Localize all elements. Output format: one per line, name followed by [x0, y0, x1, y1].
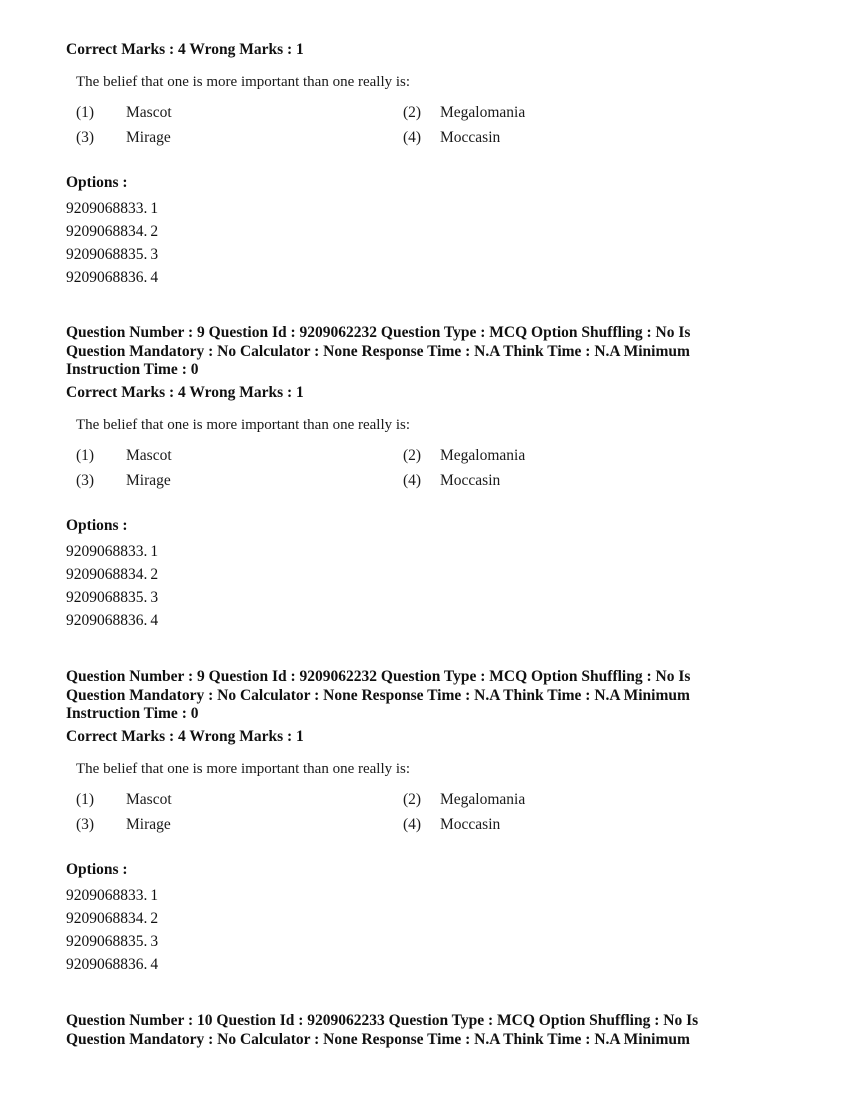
choice-number: (3) [76, 471, 95, 489]
option-row [66, 266, 786, 289]
options-title: Options : [66, 516, 128, 534]
question-stem: The belief that one is more important than one really is: [76, 760, 411, 777]
option-value: 3 [150, 246, 159, 263]
option-value: 2 [150, 565, 159, 583]
option-row [66, 609, 786, 632]
choice-number: (2) [403, 790, 422, 808]
choice-number: (1) [76, 446, 95, 464]
question-block [66, 324, 786, 632]
options-title: Options : [66, 174, 128, 191]
option-value: 1 [150, 886, 159, 904]
option-id: 9209068836. [66, 955, 148, 973]
choice-number: (4) [403, 129, 422, 146]
option-value: 4 [150, 269, 159, 286]
choice-number: (2) [403, 446, 422, 464]
option-value: 1 [150, 542, 159, 560]
option-row [66, 220, 786, 243]
options-list [66, 540, 786, 632]
option-value: 3 [150, 932, 159, 950]
option-row [66, 907, 786, 930]
question-stem: The belief that one is more important than one really is: [76, 74, 411, 90]
choice-number: (4) [403, 471, 422, 489]
option-value: 1 [150, 200, 159, 217]
marks-line: Correct Marks : 4 Wrong Marks : 1 [66, 41, 304, 58]
choice-text: Moccasin [440, 471, 501, 489]
answer-choices [76, 447, 596, 490]
answer-choices [76, 104, 596, 147]
question-header: Question Number : 10 Question Id : 9209062233 Question Type : MCQ Option Shuffling : No Is Question Mandatory : No Calculator : None Response Time : N.A Think Time : N.A Minimum [66, 1012, 699, 1048]
question-block [66, 668, 786, 976]
option-id: 9209068834. [66, 909, 148, 927]
option-row [66, 586, 786, 609]
choice-text: Mirage [126, 815, 171, 833]
option-row [66, 884, 786, 907]
option-value: 2 [150, 223, 159, 240]
option-id: 9209068833. [66, 542, 148, 560]
choice-number: (3) [76, 815, 95, 833]
choice-text: Moccasin [440, 129, 501, 146]
options-title: Options : [66, 860, 128, 878]
options-list [66, 197, 786, 289]
option-id: 9209068833. [66, 886, 148, 904]
marks-line: Correct Marks : 4 Wrong Marks : 1 [66, 383, 304, 401]
option-value: 4 [150, 611, 159, 629]
options-list [66, 884, 786, 976]
question-stem: The belief that one is more important than one really is: [76, 416, 411, 433]
choice-text: Moccasin [440, 815, 501, 833]
choice-number: (4) [403, 815, 422, 833]
choice-number: (1) [76, 790, 95, 808]
option-id: 9209068835. [66, 932, 148, 950]
marks-line: Correct Marks : 4 Wrong Marks : 1 [66, 727, 304, 745]
option-row [66, 540, 786, 563]
choice-text: Mirage [126, 129, 171, 146]
option-id: 9209068836. [66, 611, 148, 629]
choice-number: (1) [76, 104, 95, 121]
option-row [66, 563, 786, 586]
option-value: 3 [150, 588, 159, 606]
option-id: 9209068834. [66, 223, 148, 240]
option-row [66, 953, 786, 976]
question-header: Question Number : 9 Question Id : 9209062232 Question Type : MCQ Option Shuffling : No Is Question Mandatory : No Calculator : None Response Time : N.A Think Time : N.A Minimum Instruction Time : 0 [66, 324, 691, 378]
option-id: 9209068834. [66, 565, 148, 583]
choice-text: Megalomania [440, 446, 526, 464]
option-row [66, 243, 786, 266]
choice-text: Mascot [126, 104, 172, 121]
option-id: 9209068833. [66, 200, 148, 217]
option-value: 4 [150, 955, 159, 973]
option-id: 9209068835. [66, 588, 148, 606]
choice-number: (2) [403, 104, 422, 121]
choice-text: Mascot [126, 790, 172, 808]
option-id: 9209068836. [66, 269, 148, 286]
choice-text: Mirage [126, 471, 171, 489]
choice-text: Megalomania [440, 104, 526, 121]
option-row [66, 930, 786, 953]
option-value: 2 [150, 909, 159, 927]
option-row [66, 197, 786, 220]
answer-choices [76, 791, 596, 834]
option-id: 9209068835. [66, 246, 148, 263]
question-block [66, 41, 786, 289]
choice-number: (3) [76, 129, 95, 146]
question-block [66, 1012, 786, 1049]
choice-text: Megalomania [440, 790, 526, 808]
question-header: Question Number : 9 Question Id : 9209062232 Question Type : MCQ Option Shuffling : No Is Question Mandatory : No Calculator : None Response Time : N.A Think Time : N.A Minimum Instruction Time : 0 [66, 668, 691, 722]
choice-text: Mascot [126, 446, 172, 464]
